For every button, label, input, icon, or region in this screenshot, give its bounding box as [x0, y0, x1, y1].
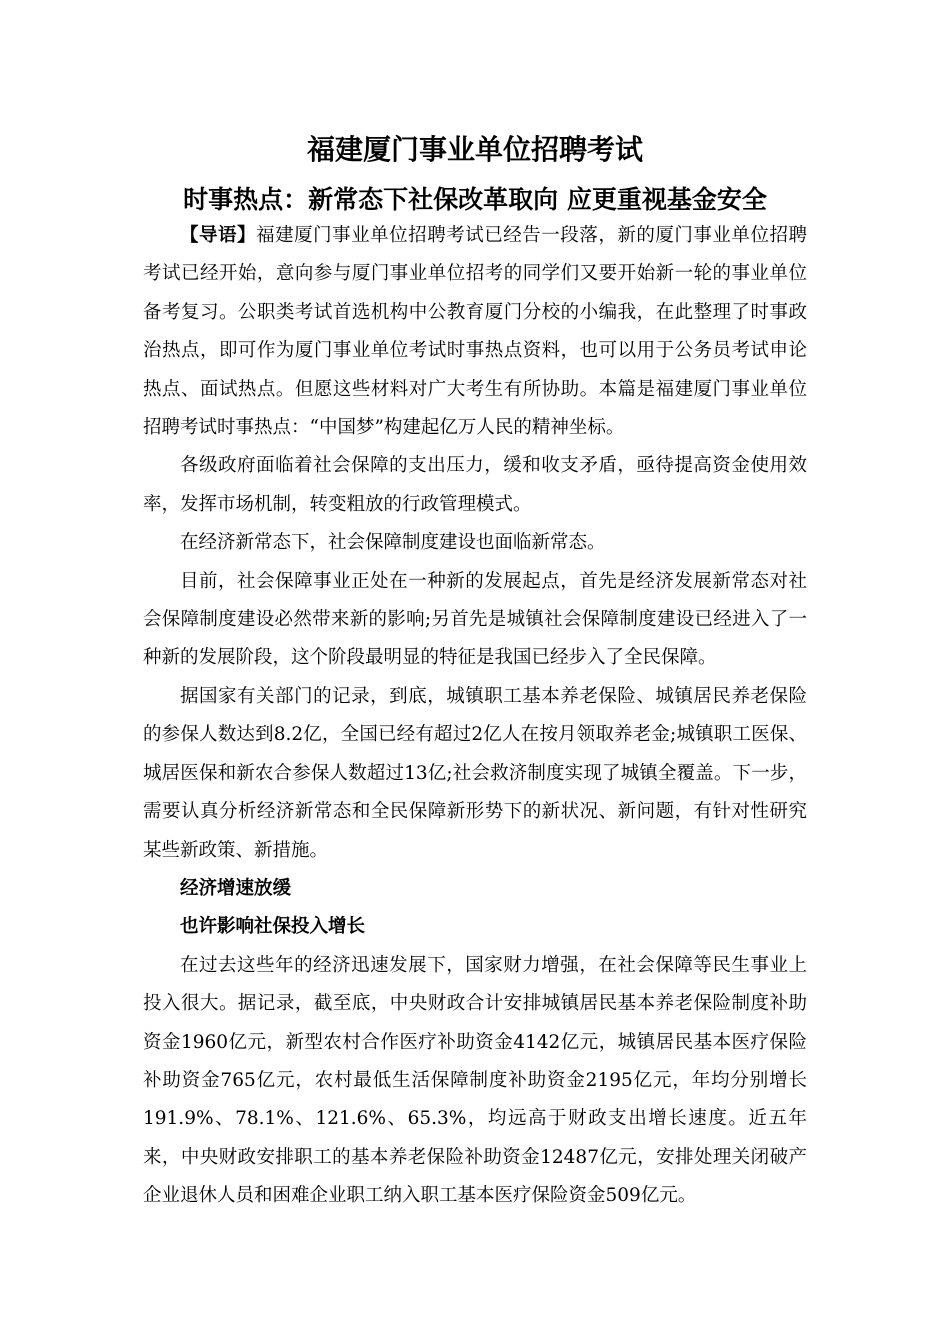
article-body [143, 217, 807, 1216]
document-subtitle: 时事热点：新常态下社保改革取向 应更重视基金安全 [183, 185, 767, 214]
paragraph-1: 各级政府面临着社会保障的支出压力，缓和收支矛盾，亟待提高资金使用效率，发挥市场机制，转变粗放的行政管理模式。 [143, 455, 807, 515]
closing-paragraph: 在过去这些年的经济迅速发展下，国家财力增强，在社会保障等民生事业上投入很大。据记录，截至底，中央财政合计安排城镇居民基本养老保险制度补助资金1960亿元，新型农村合作医疗补助资金4142亿元，城镇居民基本医疗保险补助资金765亿元，农村最低生活保障制度补助资金2195亿元，年均分别增长191.9%、78.1%、121.6%、65.3%，均远高于财政支出增长速度。近五年来，中央财政安排职工的基本养老保险补助资金12487亿元，安排处理关闭破产企业退休人员和困难企业职工纳入职工基本医疗保险资金509亿元。 [143, 954, 807, 1207]
lead-text: 福建厦门事业单位招聘考试已经告一段落，新的厦门事业单位招聘考试已经开始，意向参与厦门事业单位招考的同学们又要开始新一轮的事业单位备考复习。公职类考试首选机构中公教育厦门分校的小编我，在此整理了时事政治热点，即可作为厦门事业单位考试时事热点资料，也可以用于公务员考试申论热点、面试热点。但愿这些材料对广大考生有所协助。本篇是福建厦门事业单位招聘考试时事热点：“中国梦”构建起亿万人民的精神坐标。 [143, 225, 807, 439]
section-heading-2: 也许影响社保投入增长 [180, 916, 366, 938]
section-heading-1: 经济增速放缓 [180, 877, 292, 899]
paragraph-2: 在经济新常态下，社会保障制度建设也面临新常态。 [180, 532, 606, 554]
lead-paragraph [143, 217, 807, 447]
paragraph-4: 据国家有关部门的记录，到底，城镇职工基本养老保险、城镇居民养老保险的参保人数达到8.2亿，全国已经有超过2亿人在按月领取养老金;城镇职工医保、城居医保和新农合参保人数超过13亿;社会救济制度实现了城镇全覆盖。下一步，需要认真分析经济新常态和全民保障新形势下的新状况、新问题，有针对性研究某些新政策、新措施。 [143, 685, 807, 861]
document-title: 福建厦门事业单位招聘考试 [306, 133, 643, 166]
paragraph-3: 目前，社会保障事业正处在一种新的发展起点，首先是经济发展新常态对社会保障制度建设必然带来新的影响;另首先是城镇社会保障制度建设已经进入了一种新的发展阶段，这个阶段最明显的特征是我国已经步入了全民保障。 [143, 570, 807, 669]
lead-label: 【导语】 [180, 225, 257, 246]
